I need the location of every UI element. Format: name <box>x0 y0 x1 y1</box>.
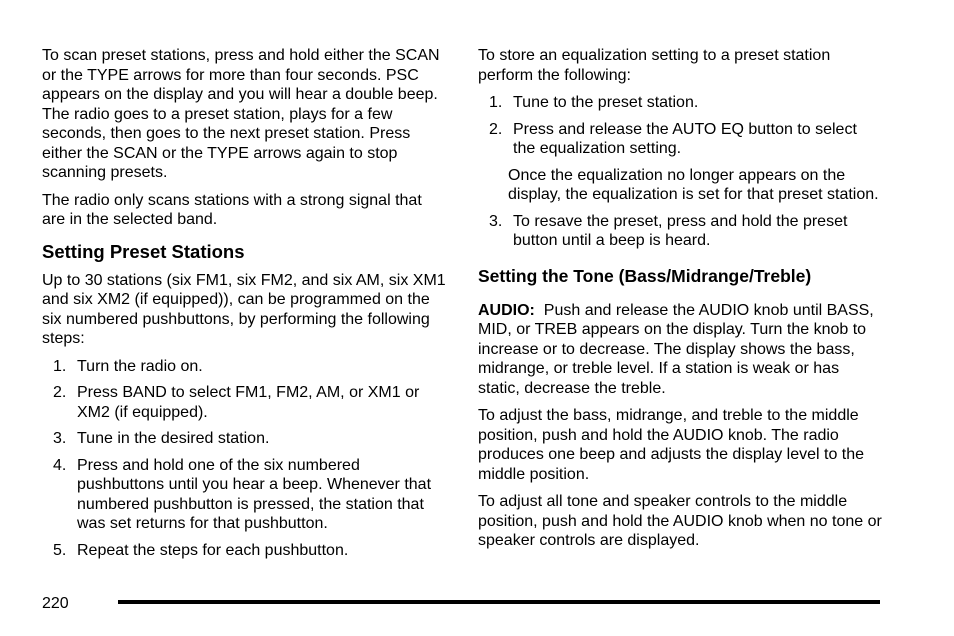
step-number: 3. <box>489 212 503 230</box>
footer-rule <box>118 600 880 604</box>
adjust-all-paragraph: To adjust all tone and speaker controls to the middle position, push and hold the AUDIO knob when no tone or speaker controls are displayed. <box>478 493 882 549</box>
step-text: Tune to the preset station. <box>513 94 699 111</box>
eq-note-paragraph: Once the equalization no longer appears on the display, the equalization is set for that preset station. <box>508 166 879 203</box>
step-text: Press and release the AUTO EQ button to select the equalization setting. <box>513 120 857 157</box>
eq-steps-list <box>478 93 883 159</box>
step-number: 2. <box>53 384 67 401</box>
audio-text: Push and release the AUDIO knob until BASS, MID, or TREB appears on the display. Turn the knob to increase or to decrease. The display shows the bass, midrange, or treble level. If a station is weak or has static, decrease the treble. <box>478 301 874 397</box>
step-text: Press and hold one of the six numbered pushbuttons until you hear a beep. Whenever that numbered pushbutton is pressed, the station that was set returns for that pushbutton. <box>77 456 432 532</box>
step-text: To resave the preset, press and hold the preset button until a beep is heard. <box>513 212 848 249</box>
step-text: Tune in the desired station. <box>77 430 270 447</box>
step-number: 5. <box>53 541 67 559</box>
step-number: 3. <box>53 430 67 447</box>
adjust-middle-paragraph: To adjust the bass, midrange, and treble to the middle position, push and hold the AUDIO knob. The radio produces one beep and adjusts the display level to the middle position. <box>478 407 865 483</box>
step-number: 1. <box>489 94 503 111</box>
audio-paragraph <box>478 301 883 399</box>
step-number: 4. <box>53 456 67 474</box>
step-text: Repeat the steps for each pushbutton. <box>77 541 349 559</box>
scan-presets-paragraph: To scan preset stations, press and hold either the SCAN or the TYPE arrows for more than four seconds. PSC appears on the display and you will hear a double beep. The radio goes to a preset station, plays for a few seconds, then goes to the next preset station. Press either the SCAN or the TYPE arrows again to stop scanning presets. <box>42 47 440 181</box>
step-number: 2. <box>489 120 503 138</box>
preset-step-3 <box>42 429 447 449</box>
eq-step-1 <box>478 93 883 113</box>
eq-intro-paragraph: To store an equalization setting to a preset station perform the following: <box>478 47 831 84</box>
preset-step-2 <box>42 383 447 422</box>
step-text: Press BAND to select FM1, FM2, AM, or XM1 or XM2 (if equipped). <box>77 384 420 421</box>
setting-preset-stations-heading: Setting Preset Stations <box>42 240 245 262</box>
eq-steps-list-continued <box>478 212 883 251</box>
preset-step-1 <box>42 357 447 377</box>
setting-tone-heading: Setting the Tone (Bass/Midrange/Treble) <box>478 265 812 286</box>
right-column <box>478 46 883 559</box>
strong-signal-paragraph: The radio only scans stations with a strong signal that are in the selected band. <box>42 191 422 228</box>
preset-intro-paragraph: Up to 30 stations (six FM1, six FM2, and six AM, six XM1 and six XM2 (if equipped)), can be programmed on the six numbered pushbuttons, by performing the following steps: <box>42 271 446 347</box>
page-number: 220 <box>42 595 69 612</box>
left-column <box>42 46 447 567</box>
eq-step-3 <box>478 212 883 251</box>
step-number: 1. <box>53 357 67 375</box>
preset-steps-list <box>42 357 447 561</box>
preset-step-5 <box>42 541 447 561</box>
preset-step-4 <box>42 456 447 534</box>
eq-step-2 <box>478 120 883 159</box>
step-text: Turn the radio on. <box>77 357 203 375</box>
audio-label: AUDIO: <box>478 301 535 319</box>
